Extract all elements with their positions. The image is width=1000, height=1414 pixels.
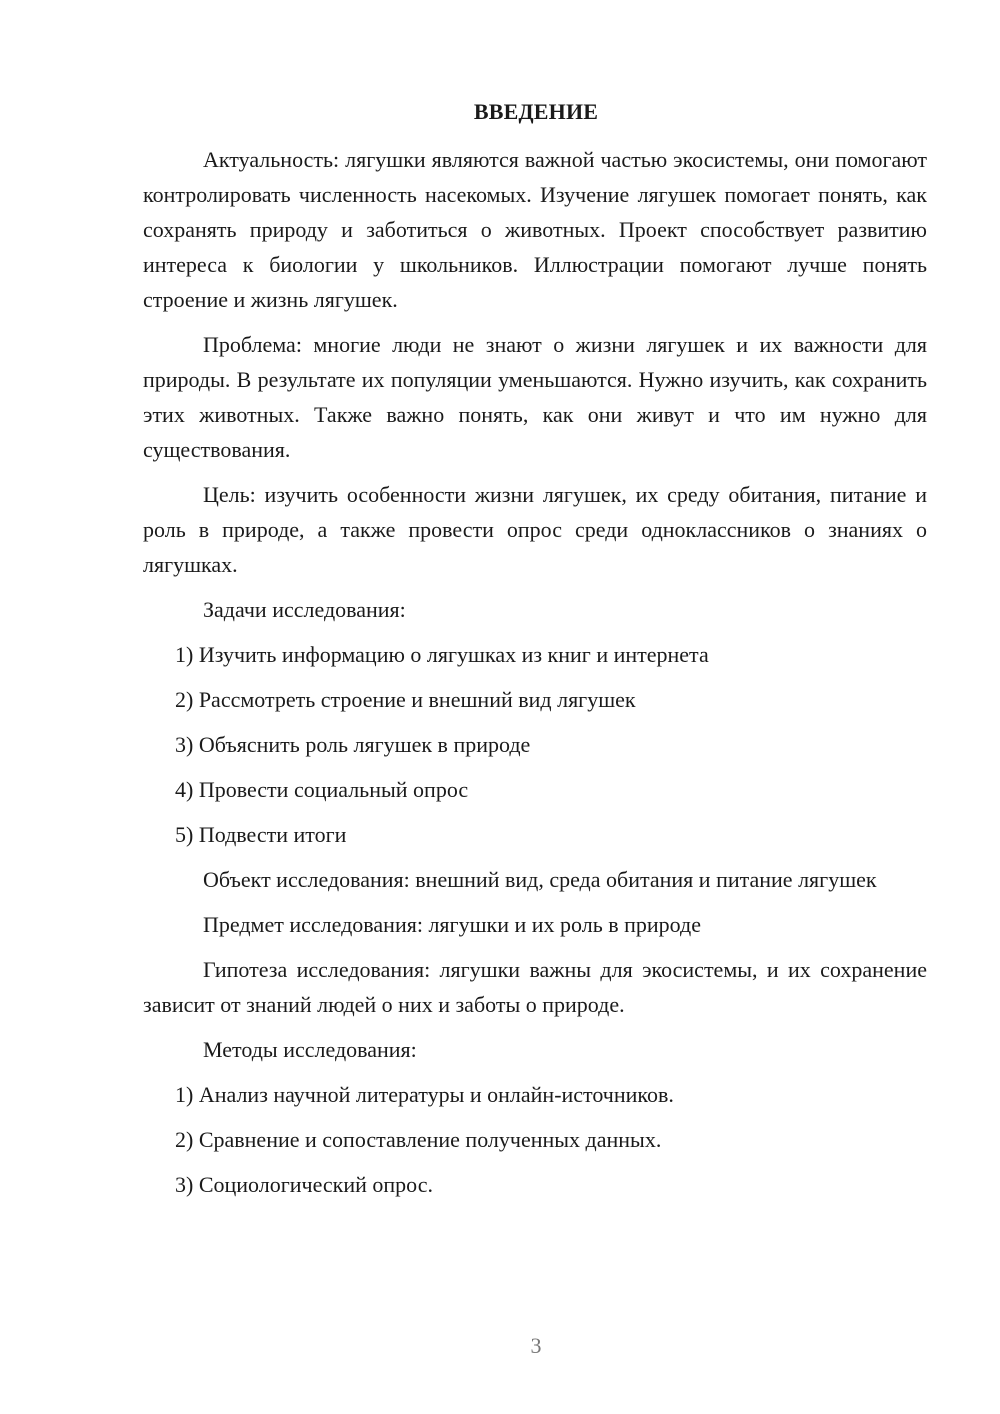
goal-paragraph: Цель: изучить особенности жизни лягушек, их среду обитания, питание и роль в природе, а также провести опрос среди одноклассников о знаниях о лягушках. — [143, 482, 927, 577]
list-item: 4) Провести социальный опрос — [175, 777, 469, 802]
relevance-paragraph: Актуальность: лягушки являются важной частью экосистемы, они помогают контролировать численность насекомых. Изучение лягушек помогает понять, как сохранять природу и заботиться о животных. Проект способствует развитию интереса к биологии у школьников. Иллюстрации помогают лучше понять строение и жизнь лягушек. — [143, 147, 927, 312]
list-item: 1) Изучить информацию о лягушках из книг и интернета — [175, 642, 709, 667]
tasks-list — [143, 637, 927, 852]
hypothesis-paragraph: Гипотеза исследования: лягушки важны для экосистемы, и их сохранение зависит от знаний людей о них и заботы о природе. — [143, 957, 927, 1017]
tasks-heading: Задачи исследования: — [203, 597, 406, 622]
methods-heading: Методы исследования: — [203, 1037, 417, 1062]
body-text — [143, 142, 927, 1202]
list-item: 2) Рассмотреть строение и внешний вид лягушек — [175, 687, 636, 712]
list-item: 3) Объяснить роль лягушек в природе — [175, 732, 531, 757]
section-title: ВВЕДЕНИЕ — [473, 99, 599, 124]
page-number: 3 — [530, 1333, 542, 1358]
list-item: 2) Сравнение и сопоставление полученных данных. — [175, 1127, 662, 1152]
methods-list — [143, 1077, 927, 1202]
list-item: 3) Социологический опрос. — [175, 1172, 433, 1197]
subject-paragraph: Предмет исследования: лягушки и их роль в природе — [203, 912, 701, 937]
object-paragraph: Объект исследования: внешний вид, среда обитания и питание лягушек — [203, 867, 877, 892]
problem-paragraph: Проблема: многие люди не знают о жизни лягушек и их важности для природы. В результате их популяции уменьшаются. Нужно изучить, как сохранить этих животных. Также важно понять, как они живут и что им нужно для существования. — [143, 332, 927, 462]
list-item: 5) Подвести итоги — [175, 822, 347, 847]
list-item: 1) Анализ научной литературы и онлайн-источников. — [175, 1082, 674, 1107]
